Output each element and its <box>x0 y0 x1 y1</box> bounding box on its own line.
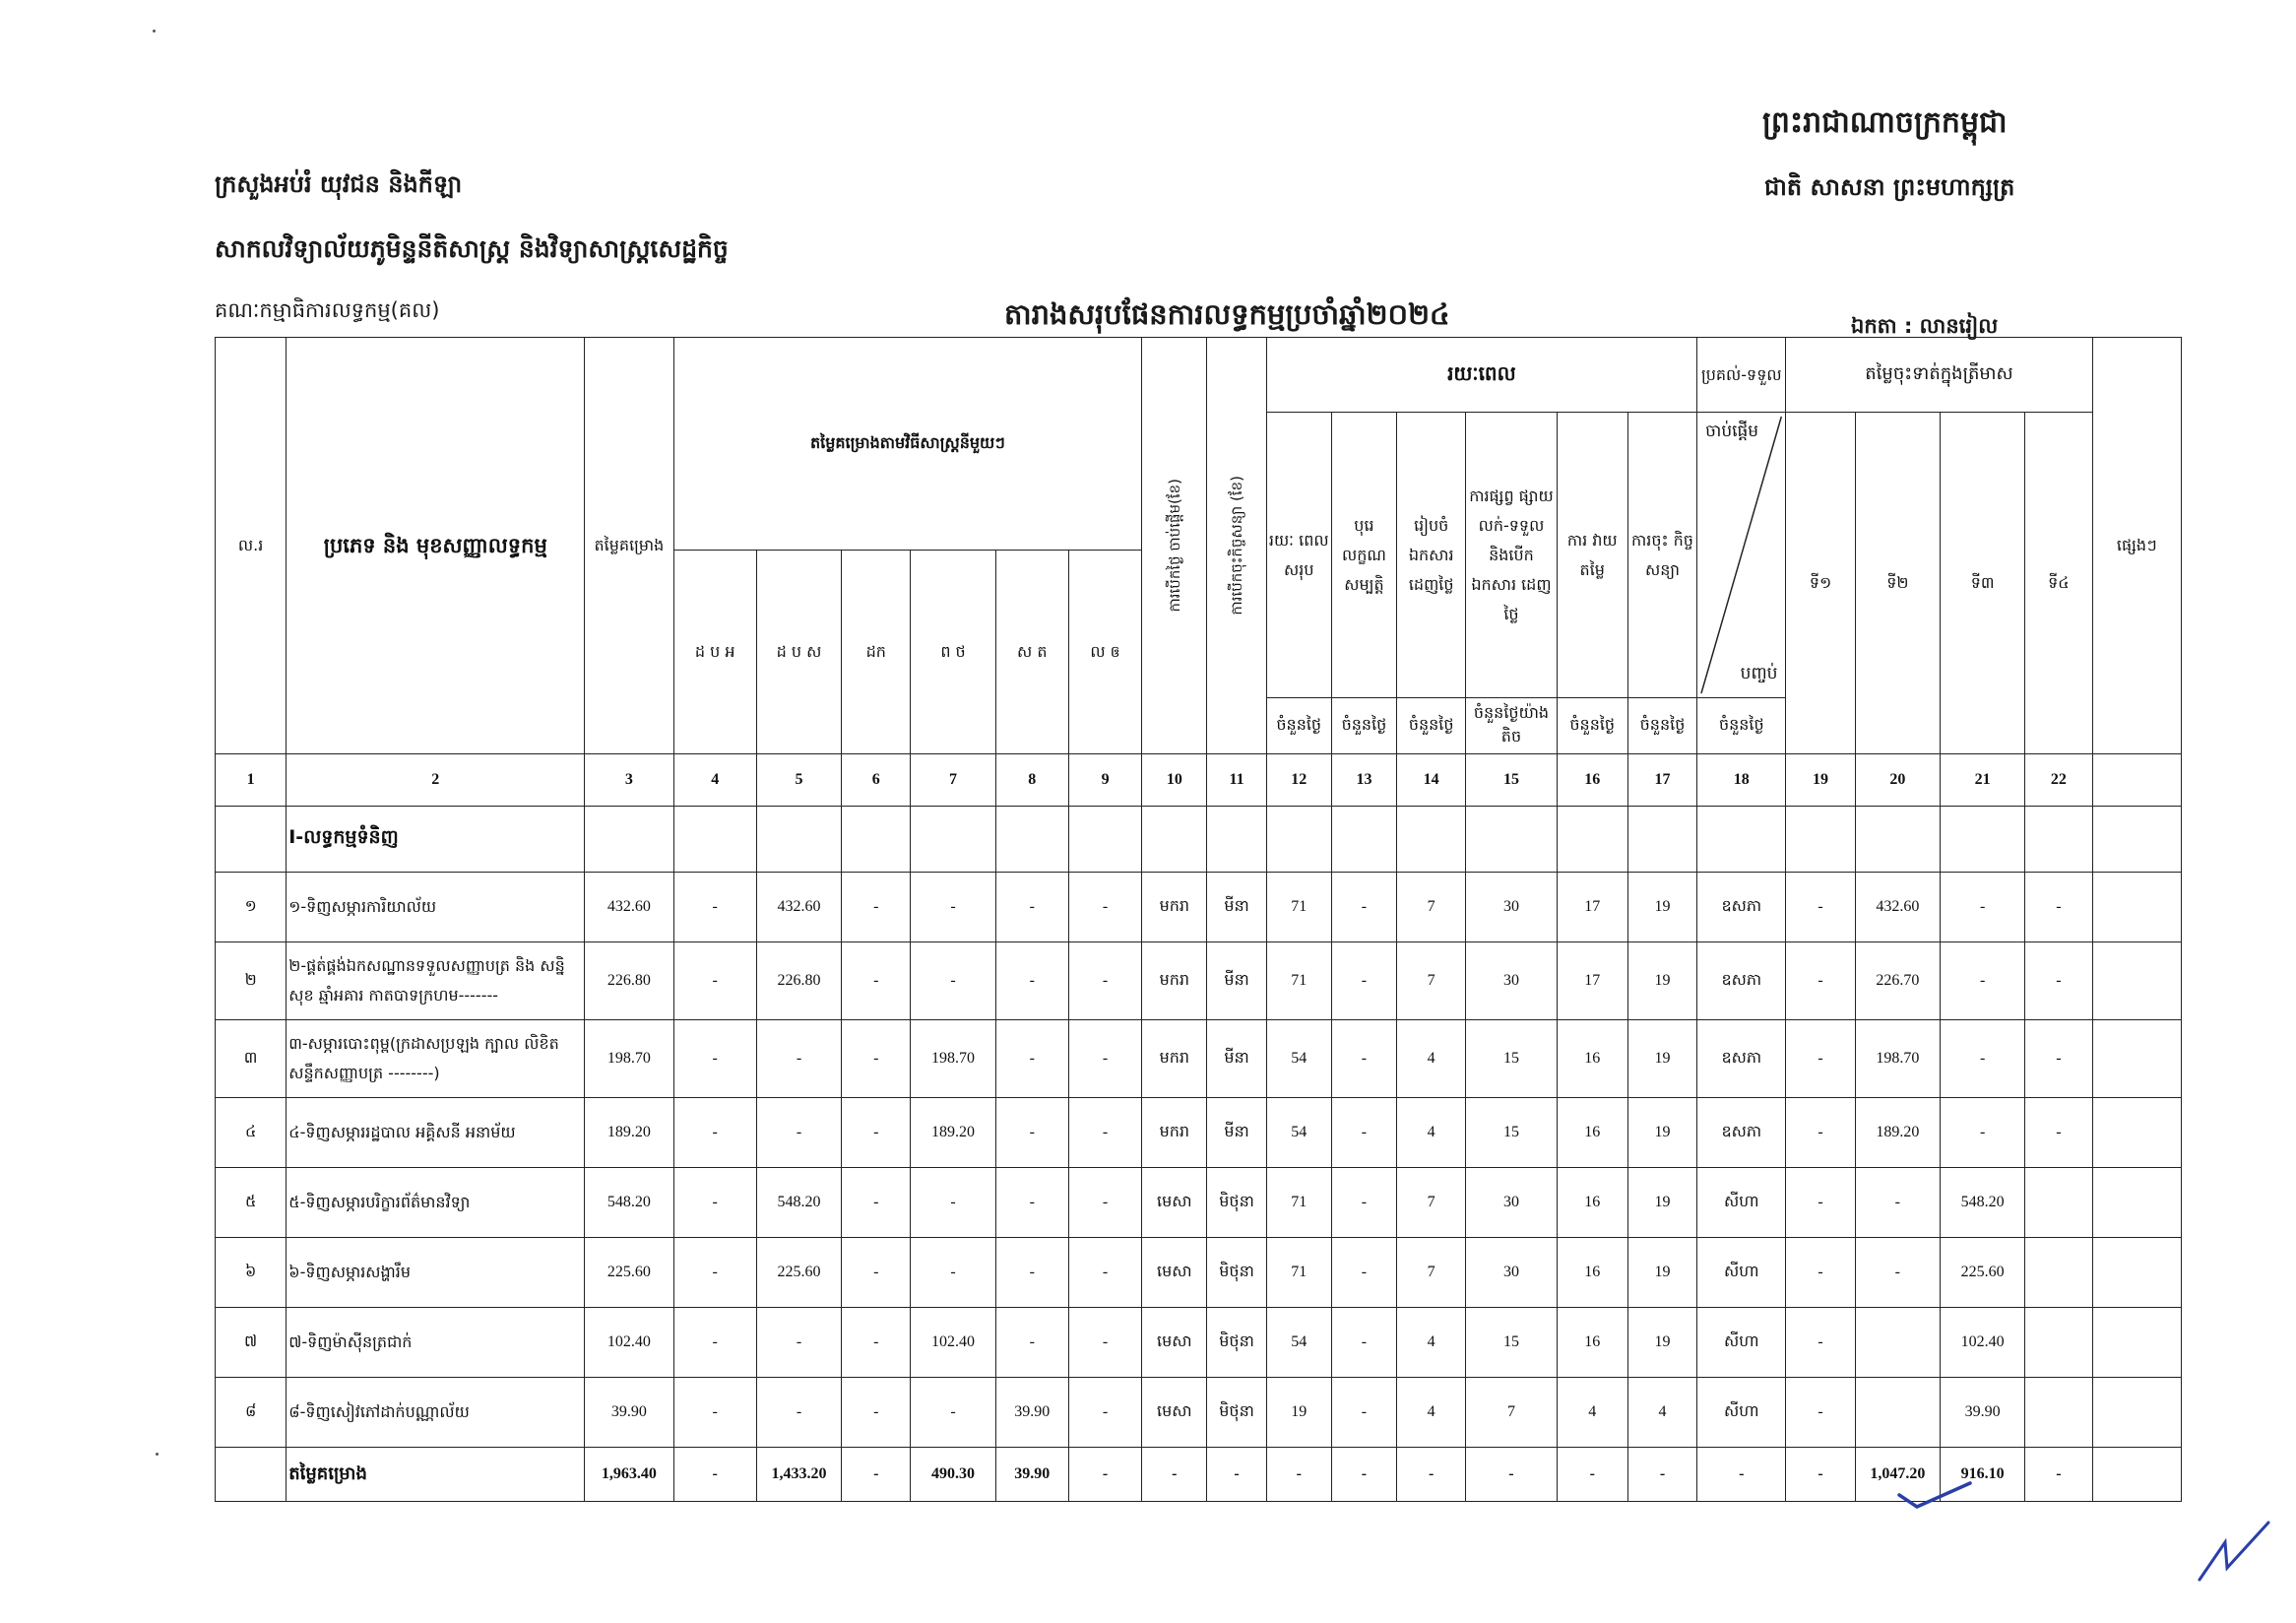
remark-cell <box>2092 942 2181 1020</box>
total-label: តម្លៃគម្រោង <box>287 1448 585 1502</box>
method-value: - <box>1068 1238 1141 1308</box>
total-method: 1,433.20 <box>756 1448 841 1502</box>
remark-cell <box>2092 1098 2181 1168</box>
method-value: - <box>673 1020 756 1098</box>
duration-value: 19 <box>1266 1378 1331 1448</box>
item-description: ៣-សម្ភារបោះពុម្ព(ក្រដាសប្រឡង ក្បាល លិខិតសន្ទឹកសញ្ញាបត្រ --------) <box>287 1020 585 1098</box>
col-header-remark: ផ្សេងៗ <box>2092 338 2181 754</box>
sign-month: មីនា <box>1207 942 1266 1020</box>
duration-value: 16 <box>1557 1020 1627 1098</box>
start-label: ចាប់ផ្តើម <box>1705 422 1759 441</box>
total-cell: - <box>1627 1448 1696 1502</box>
committee-name: គណៈកម្មាធិការលទ្ធកម្ម(គល) <box>215 298 440 322</box>
method-value: - <box>1068 942 1141 1020</box>
item-description: ៤-ទិញសម្ភាររដ្ឋបាល អគ្គិសនី អនាម័យ <box>287 1098 585 1168</box>
duration-value: 7 <box>1397 1238 1466 1308</box>
col-header-method-2: ដ ប ស <box>756 551 841 754</box>
duration-value: 4 <box>1397 1098 1466 1168</box>
sign-month: មីនា <box>1207 1098 1266 1168</box>
column-number: 22 <box>2025 754 2092 807</box>
total-estimate: 1,963.40 <box>585 1448 673 1502</box>
duration-value: - <box>1331 1098 1396 1168</box>
duration-value: - <box>1331 1238 1396 1308</box>
method-value: - <box>842 1020 911 1098</box>
start-month: មេសា <box>1142 1308 1207 1378</box>
duration-value: 19 <box>1627 942 1696 1020</box>
method-value: - <box>995 1168 1068 1238</box>
total-cell: - <box>1207 1448 1266 1502</box>
table-row <box>216 873 2182 942</box>
estimate-value: 189.20 <box>585 1098 673 1168</box>
col-header-no: ល.រ <box>216 338 287 754</box>
duration-value: 71 <box>1266 873 1331 942</box>
method-value: - <box>842 1308 911 1378</box>
quarter-value: 189.20 <box>1855 1098 1940 1168</box>
method-value: - <box>842 1168 911 1238</box>
estimate-value: 39.90 <box>585 1378 673 1448</box>
duration-value: 19 <box>1627 1238 1696 1308</box>
duration-value: 7 <box>1397 1168 1466 1238</box>
quarter-value: - <box>1855 1238 1940 1308</box>
method-value: - <box>673 1378 756 1448</box>
column-number: 5 <box>756 754 841 807</box>
duration-value: 16 <box>1557 1238 1627 1308</box>
column-number: 16 <box>1557 754 1627 807</box>
initial-mark <box>2196 1517 2274 1586</box>
quarter-value: - <box>1786 873 1855 942</box>
table-row <box>216 1378 2182 1448</box>
quarter-value: 198.70 <box>1855 1020 1940 1098</box>
col-header-contract: ការចុះ កិច្ច សន្យា <box>1627 413 1696 698</box>
start-month: មេសា <box>1142 1168 1207 1238</box>
column-number: 7 <box>911 754 995 807</box>
method-value: - <box>842 1378 911 1448</box>
faculty-name: សាកលវិទ្យាល័យភូមិន្ទនីតិសាស្ត្រ និងវិទ្យាសាស្ត្រសេដ្ឋកិច្ច <box>215 234 729 263</box>
col-header-prepare-docs: រៀបចំ ឯកសារ ដេញថ្លៃ <box>1397 413 1466 698</box>
method-value: - <box>756 1308 841 1378</box>
quarter-value: - <box>1786 1378 1855 1448</box>
diagonal-divider <box>1697 413 1785 697</box>
column-number: 3 <box>585 754 673 807</box>
row-number: ១ <box>216 873 287 942</box>
column-number: 14 <box>1397 754 1466 807</box>
quarter-value <box>2025 1378 2092 1448</box>
national-motto: ជាតិ សាសនា ព្រះមហាក្សត្រ <box>1764 173 2015 201</box>
column-number: 13 <box>1331 754 1396 807</box>
quarter-value: 432.60 <box>1855 873 1940 942</box>
method-value: - <box>911 873 995 942</box>
start-month: មករា <box>1142 1020 1207 1098</box>
start-month: មករា <box>1142 1098 1207 1168</box>
estimate-value: 225.60 <box>585 1238 673 1308</box>
col-header-prequalification: បុរេ លក្ខណ សម្បត្តិ <box>1331 413 1396 698</box>
duration-value: 16 <box>1557 1308 1627 1378</box>
total-cell: - <box>1142 1448 1207 1502</box>
duration-value: 71 <box>1266 1238 1331 1308</box>
estimate-value: 198.70 <box>585 1020 673 1098</box>
duration-value: - <box>1331 1378 1396 1448</box>
column-number: 1 <box>216 754 287 807</box>
column-number: 19 <box>1786 754 1855 807</box>
method-value: - <box>756 1378 841 1448</box>
quarter-value <box>1855 1308 1940 1378</box>
col-header-method-6: ល ឲ <box>1068 551 1141 754</box>
sign-month: មិថុនា <box>1207 1378 1266 1448</box>
method-value: 226.80 <box>756 942 841 1020</box>
remark-cell <box>2092 1308 2181 1378</box>
method-value: - <box>673 1238 756 1308</box>
estimate-value: 432.60 <box>585 873 673 942</box>
duration-value: 71 <box>1266 1168 1331 1238</box>
duration-value: 17 <box>1557 873 1627 942</box>
unit-days: ចំនួនថ្ងៃ <box>1331 698 1396 754</box>
item-description: ៨-ទិញសៀវភៅដាក់បណ្ណាល័យ <box>287 1378 585 1448</box>
total-cell: - <box>1557 1448 1627 1502</box>
delivery-month: សីហា <box>1697 1168 1786 1238</box>
scan-speck <box>153 30 156 32</box>
total-method: 39.90 <box>995 1448 1068 1502</box>
estimate-value: 226.80 <box>585 942 673 1020</box>
method-value: - <box>673 942 756 1020</box>
column-number-row <box>216 754 2182 807</box>
row-number: ៣ <box>216 1020 287 1098</box>
unit-days: ចំនួនថ្ងៃ <box>1557 698 1627 754</box>
quarter-value: - <box>1786 942 1855 1020</box>
duration-value: 19 <box>1627 1308 1696 1378</box>
signature-check-mark <box>1895 1477 1974 1517</box>
total-method: - <box>673 1448 756 1502</box>
duration-value: 7 <box>1397 942 1466 1020</box>
currency-unit: ឯកតា : លានរៀល <box>1851 314 1999 338</box>
method-value: - <box>842 1238 911 1308</box>
quarter-value <box>2025 1238 2092 1308</box>
total-method: 490.30 <box>911 1448 995 1502</box>
quarter-value: 226.70 <box>1855 942 1940 1020</box>
total-method: - <box>842 1448 911 1502</box>
item-description: ៥-ទិញសម្ភារបរិក្ខារព័ត៌មានវិទ្យា <box>287 1168 585 1238</box>
column-number: 15 <box>1466 754 1557 807</box>
quarter-value: - <box>1786 1098 1855 1168</box>
item-description: ៧-ទិញម៉ាស៊ីនត្រជាក់ <box>287 1308 585 1378</box>
quarter-value: - <box>1786 1308 1855 1378</box>
remark-cell <box>2092 1168 2181 1238</box>
method-value: 189.20 <box>911 1098 995 1168</box>
sign-month: មិថុនា <box>1207 1308 1266 1378</box>
method-value: - <box>911 1238 995 1308</box>
table-row <box>216 1098 2182 1168</box>
col-header-start-end <box>1697 413 1786 698</box>
ministry-name: ក្រសួងអប់រំ យុវជន និងកីឡា <box>215 170 463 198</box>
quarter-value: - <box>2025 1020 2092 1098</box>
quarter-value: - <box>2025 942 2092 1020</box>
remark-cell <box>2092 1020 2181 1098</box>
method-value: - <box>842 873 911 942</box>
quarter-value: 225.60 <box>1940 1238 2024 1308</box>
col-header-item: ប្រភេទ និង មុខសញ្ញាលទ្ធកម្ម <box>287 338 585 754</box>
quarter-value: - <box>1940 942 2024 1020</box>
column-number: 17 <box>1627 754 1696 807</box>
duration-value: 15 <box>1466 1098 1557 1168</box>
total-cell: - <box>1331 1448 1396 1502</box>
method-value: - <box>995 1020 1068 1098</box>
duration-value: 4 <box>1397 1308 1466 1378</box>
duration-value: - <box>1331 942 1396 1020</box>
col-header-delivery: ប្រគល់-ទទួល <box>1697 338 1786 413</box>
duration-value: 30 <box>1466 1238 1557 1308</box>
row-number: ២ <box>216 942 287 1020</box>
remark-cell <box>2092 1378 2181 1448</box>
duration-value: 4 <box>1397 1020 1466 1098</box>
table-row <box>216 1308 2182 1378</box>
column-number: 11 <box>1207 754 1266 807</box>
row-number: ៧ <box>216 1308 287 1378</box>
item-description: ៦-ទិញសម្ភារសង្ហារឹម <box>287 1238 585 1308</box>
item-description: ២-ផ្គត់ផ្គង់ឯកសណ្ឋានទទួលសញ្ញាបត្រ និង សន្និសុខ ឆ្មាំអគារ កាតបាទក្រហម------- <box>287 942 585 1020</box>
method-value: 198.70 <box>911 1020 995 1098</box>
section-row <box>216 807 2182 873</box>
column-number: 9 <box>1068 754 1141 807</box>
duration-value: - <box>1331 1020 1396 1098</box>
unit-days: ចំនួនថ្ងៃ <box>1397 698 1466 754</box>
method-value: - <box>1068 1098 1141 1168</box>
total-quarter: - <box>2025 1448 2092 1502</box>
duration-value: 19 <box>1627 1168 1696 1238</box>
col-header-duration: រយៈពេល <box>1266 338 1697 413</box>
duration-value: 71 <box>1266 942 1331 1020</box>
duration-value: 17 <box>1557 942 1627 1020</box>
total-method: - <box>1068 1448 1141 1502</box>
method-value: - <box>995 1308 1068 1378</box>
sign-month: មិថុនា <box>1207 1168 1266 1238</box>
col-header-methods: តម្លៃគម្រោងតាមវិធីសាស្ត្រនីមួយៗ <box>673 338 1142 551</box>
duration-value: 4 <box>1557 1378 1627 1448</box>
section-title: I-លទ្ធកម្មទំនិញ <box>287 807 585 873</box>
column-number: 12 <box>1266 754 1331 807</box>
col-header-estimate: តម្លៃគម្រោង <box>585 338 673 754</box>
col-header-q3: ទី៣ <box>1940 413 2024 754</box>
table-row <box>216 942 2182 1020</box>
duration-value: 19 <box>1627 873 1696 942</box>
quarter-value: - <box>1940 1098 2024 1168</box>
total-cell: - <box>1466 1448 1557 1502</box>
duration-value: 54 <box>1266 1020 1331 1098</box>
duration-value: - <box>1331 873 1396 942</box>
remark-cell <box>2092 873 2181 942</box>
col-header-q1: ទី១ <box>1786 413 1855 754</box>
quarter-value: - <box>2025 873 2092 942</box>
start-month: មករា <box>1142 942 1207 1020</box>
method-value: - <box>756 1020 841 1098</box>
row-number: ៥ <box>216 1168 287 1238</box>
document-title: តារាងសរុបផែនការលទ្ធកម្មប្រចាំឆ្នាំ២០២៤ <box>1004 297 1450 331</box>
method-value: 102.40 <box>911 1308 995 1378</box>
row-number: ៨ <box>216 1378 287 1448</box>
table-row <box>216 1020 2182 1098</box>
method-value: 432.60 <box>756 873 841 942</box>
total-quarter: 1,047.20 <box>1855 1448 1940 1502</box>
sign-month: មីនា <box>1207 1020 1266 1098</box>
total-quarter: - <box>1786 1448 1855 1502</box>
duration-value: 30 <box>1466 942 1557 1020</box>
method-value: - <box>673 1308 756 1378</box>
delivery-month: ឧសភា <box>1697 873 1786 942</box>
table-row <box>216 1238 2182 1308</box>
duration-value: 16 <box>1557 1168 1627 1238</box>
col-header-total-duration: រយៈ ពេល សរុប <box>1266 413 1331 698</box>
method-value: - <box>911 1378 995 1448</box>
total-row <box>216 1448 2182 1502</box>
delivery-month: ឧសភា <box>1697 1098 1786 1168</box>
method-value: - <box>1068 1168 1141 1238</box>
total-cell: - <box>1397 1448 1466 1502</box>
unit-days: ចំនួនថ្ងៃ <box>1697 698 1786 754</box>
duration-value: 15 <box>1466 1308 1557 1378</box>
method-value: - <box>673 873 756 942</box>
kingdom-heading: ព្រះរាជាណាចក្រកម្ពុជា <box>1762 105 2008 140</box>
method-value: - <box>995 1098 1068 1168</box>
column-number: 4 <box>673 754 756 807</box>
row-number: ៤ <box>216 1098 287 1168</box>
quarter-value: - <box>1786 1020 1855 1098</box>
procurement-plan-table <box>215 337 2182 1502</box>
estimate-value: 548.20 <box>585 1168 673 1238</box>
unit-days: ចំនួនថ្ងៃ <box>1266 698 1331 754</box>
method-value: - <box>756 1098 841 1168</box>
method-value: - <box>1068 1020 1141 1098</box>
unit-days-min: ចំនួនថ្ងៃយ៉ាងតិច <box>1466 698 1557 754</box>
column-number <box>2092 754 2181 807</box>
quarter-value: 548.20 <box>1940 1168 2024 1238</box>
total-cell: - <box>1266 1448 1331 1502</box>
duration-value: 19 <box>1627 1098 1696 1168</box>
duration-value: 7 <box>1466 1378 1557 1448</box>
start-month: មេសា <box>1142 1378 1207 1448</box>
method-value: - <box>911 942 995 1020</box>
col-header-method-3: ដក <box>842 551 911 754</box>
start-month: មេសា <box>1142 1238 1207 1308</box>
method-value: - <box>673 1168 756 1238</box>
column-number: 6 <box>842 754 911 807</box>
duration-value: - <box>1331 1168 1396 1238</box>
quarter-value: - <box>1786 1168 1855 1238</box>
method-value: 225.60 <box>756 1238 841 1308</box>
col-header-start-month: ការបើកថ្ងៃ ចាប់ផ្តើម(ខែ) <box>1142 338 1207 754</box>
duration-value: 30 <box>1466 873 1557 942</box>
method-value: - <box>842 1098 911 1168</box>
column-number: 20 <box>1855 754 1940 807</box>
duration-value: 4 <box>1397 1378 1466 1448</box>
duration-value: 19 <box>1627 1020 1696 1098</box>
quarter-value <box>2025 1308 2092 1378</box>
quarter-value: - <box>2025 1098 2092 1168</box>
sign-month: មីនា <box>1207 873 1266 942</box>
quarter-value: 39.90 <box>1940 1378 2024 1448</box>
delivery-month: ឧសភា <box>1697 942 1786 1020</box>
col-header-quarters: តម្លៃចុះទាត់ក្នុងត្រីមាស <box>1786 338 2092 413</box>
method-value: - <box>673 1098 756 1168</box>
scan-speck <box>156 1453 159 1456</box>
method-value: - <box>995 942 1068 1020</box>
quarter-value: - <box>1855 1168 1940 1238</box>
col-header-q4: ទី៤ <box>2025 413 2092 754</box>
estimate-value: 102.40 <box>585 1308 673 1378</box>
quarter-value: 102.40 <box>1940 1308 2024 1378</box>
total-quarter: 916.10 <box>1940 1448 2024 1502</box>
col-header-q2: ទី២ <box>1855 413 1940 754</box>
column-number: 18 <box>1697 754 1786 807</box>
delivery-month: ឧសភា <box>1697 1020 1786 1098</box>
duration-value: 4 <box>1627 1378 1696 1448</box>
method-value: - <box>842 942 911 1020</box>
sign-month: មិថុនា <box>1207 1238 1266 1308</box>
method-value: - <box>995 873 1068 942</box>
method-value: - <box>911 1168 995 1238</box>
quarter-value: - <box>1940 873 2024 942</box>
column-number: 10 <box>1142 754 1207 807</box>
col-header-method-4: ព ថ <box>911 551 995 754</box>
start-month: មករា <box>1142 873 1207 942</box>
duration-value: 7 <box>1397 873 1466 942</box>
col-header-sign-month: ការបើកចុះកិច្ចសន្យា (ខែ) <box>1207 338 1266 754</box>
col-header-method-5: ស ត <box>995 551 1068 754</box>
end-label: បញ្ចប់ <box>1740 664 1778 683</box>
method-value: - <box>995 1238 1068 1308</box>
method-value: 548.20 <box>756 1168 841 1238</box>
method-value: - <box>1068 1308 1141 1378</box>
column-number: 2 <box>287 754 585 807</box>
method-value: - <box>1068 873 1141 942</box>
duration-value: 16 <box>1557 1098 1627 1168</box>
duration-value: 54 <box>1266 1308 1331 1378</box>
table-row <box>216 1168 2182 1238</box>
quarter-value <box>2025 1168 2092 1238</box>
duration-value: - <box>1331 1308 1396 1378</box>
column-number: 8 <box>995 754 1068 807</box>
quarter-value <box>1855 1378 1940 1448</box>
delivery-month: សីហា <box>1697 1308 1786 1378</box>
unit-days: ចំនួនថ្ងៃ <box>1627 698 1696 754</box>
method-value: - <box>1068 1378 1141 1448</box>
col-header-method-1: ដ ប អ <box>673 551 756 754</box>
column-number: 21 <box>1940 754 2024 807</box>
duration-value: 30 <box>1466 1168 1557 1238</box>
col-header-evaluation: ការ វាយ តម្លៃ <box>1557 413 1627 698</box>
method-value: 39.90 <box>995 1378 1068 1448</box>
col-header-publish-bids: ការផ្សព្វ ផ្សាយ លក់-ទទួល និងបើក ឯកសារ ដេញថ្លៃ <box>1466 413 1557 698</box>
quarter-value: - <box>1940 1020 2024 1098</box>
total-cell: - <box>1697 1448 1786 1502</box>
quarter-value: - <box>1786 1238 1855 1308</box>
duration-value: 54 <box>1266 1098 1331 1168</box>
duration-value: 15 <box>1466 1020 1557 1098</box>
item-description: ១-ទិញសម្ភារការិយាល័យ <box>287 873 585 942</box>
row-number: ៦ <box>216 1238 287 1308</box>
delivery-month: សីហា <box>1697 1378 1786 1448</box>
remark-cell <box>2092 1238 2181 1308</box>
delivery-month: សីហា <box>1697 1238 1786 1308</box>
